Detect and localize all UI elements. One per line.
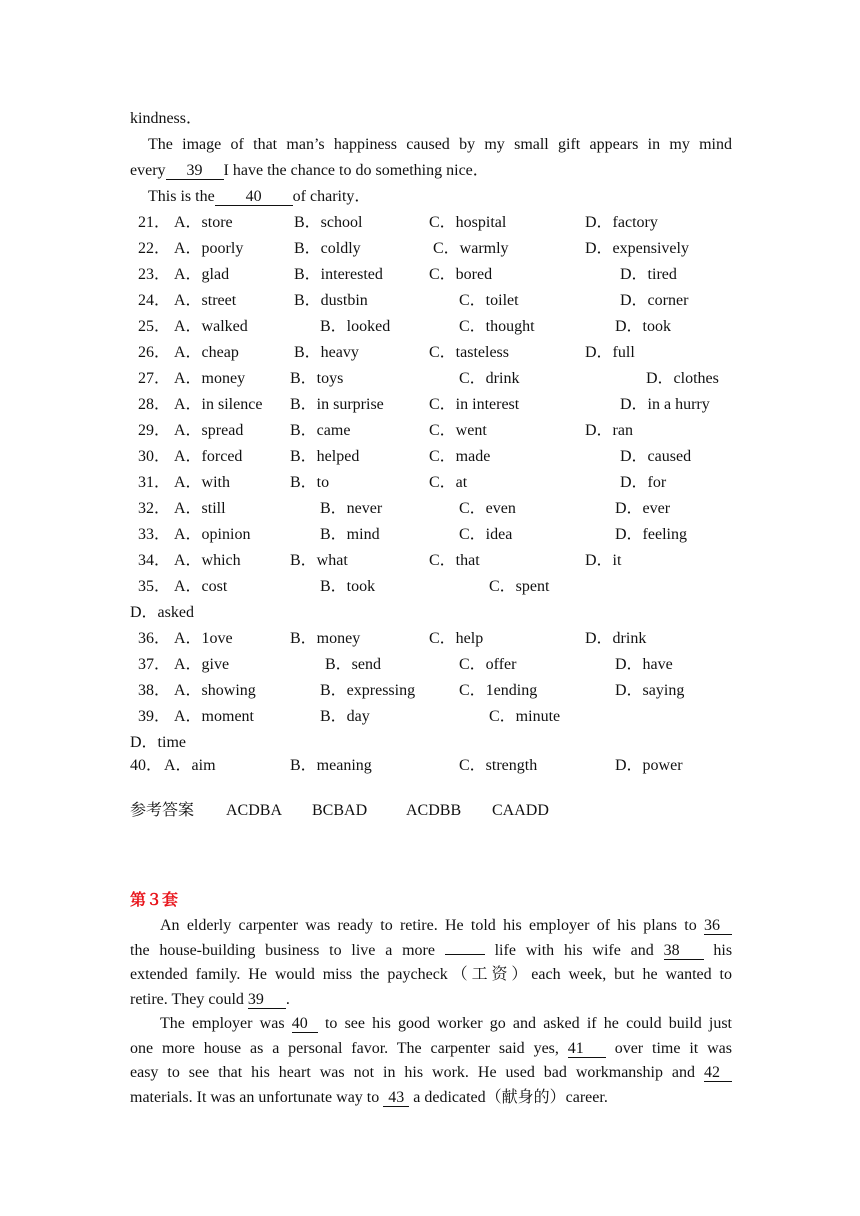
option-a: A．walked <box>174 318 248 335</box>
option-c: C．tasteless <box>429 344 509 361</box>
option-a: A．poorly <box>174 240 244 257</box>
option-b: B．meaning <box>290 757 372 774</box>
option-c: C．hospital <box>429 214 507 231</box>
option-a: A．glad <box>174 266 230 283</box>
option-b: B．in surprise <box>290 396 384 413</box>
question-number: 24． <box>138 292 171 309</box>
passage-text: to see his good worker go and asked if he could build just <box>324 1015 732 1032</box>
question-number: 38． <box>138 682 171 699</box>
option-b: B．dustbin <box>294 292 368 309</box>
blank-39: 39 <box>166 163 224 180</box>
option-c: C．toilet <box>459 292 519 309</box>
option-a: A．opinion <box>174 526 251 543</box>
option-b: B．came <box>290 422 351 439</box>
question-number: 33． <box>138 526 171 543</box>
question-number: 28． <box>138 396 171 413</box>
option-b: B．heavy <box>294 344 359 361</box>
option-a: A．showing <box>174 682 256 699</box>
option-d: D．for <box>620 474 667 491</box>
question-number: 36． <box>138 630 171 647</box>
option-a: A．which <box>174 552 241 569</box>
option-c: C．made <box>429 448 491 465</box>
option-a: A．forced <box>174 448 243 465</box>
option-a: A．1ove <box>174 630 233 647</box>
passage-line <box>160 916 732 936</box>
option-c: C．that <box>429 552 480 569</box>
option-c: C．spent <box>489 578 550 595</box>
option-b: B．interested <box>294 266 383 283</box>
blank-41: 41 <box>568 1041 606 1058</box>
option-a: A．cheap <box>174 344 239 361</box>
option-c: C．strength <box>459 757 538 774</box>
passage-text: This is the <box>148 188 215 205</box>
option-b: B．to <box>290 474 330 491</box>
passage-text: easy to see that his heart was not in his work. He used bad workmanship and <box>130 1064 696 1081</box>
blank-43: 43 <box>383 1090 409 1107</box>
passage-text: a dedicated（献身的）career. <box>413 1089 608 1106</box>
question-number: 32． <box>138 500 171 517</box>
option-d: D．feeling <box>615 526 687 543</box>
option-d: D．in a hurry <box>620 396 710 413</box>
passage-text: An elderly carpenter was ready to retire. He told his employer of his plans to <box>160 917 697 934</box>
option-b: B．money <box>290 630 361 647</box>
blank-40: 40 <box>292 1016 318 1033</box>
question-number: 30． <box>138 448 171 465</box>
option-c: C．thought <box>459 318 535 335</box>
passage-text: every <box>130 162 166 179</box>
answer-group: CAADD <box>492 802 549 819</box>
option-d: D．full <box>585 344 635 361</box>
option-c: C．help <box>429 630 484 647</box>
option-b: B．took <box>320 578 376 595</box>
answer-group: ACDBA <box>226 802 283 819</box>
option-d: D．saying <box>615 682 685 699</box>
option-b: B．helped <box>290 448 360 465</box>
option-d: D．clothes <box>646 370 719 387</box>
option-d: D．time <box>130 734 186 751</box>
passage-line <box>160 1014 732 1034</box>
option-c: C．drink <box>459 370 520 387</box>
passage-line: extended family. He would miss the paycheck（工资）each week, but he wanted to <box>130 966 732 983</box>
passage-line <box>130 1039 732 1059</box>
passage-text: materials. It was an unfortunate way to <box>130 1089 380 1106</box>
option-a: A．money <box>174 370 246 387</box>
option-d: D．ever <box>615 500 671 517</box>
question-number: 26． <box>138 344 171 361</box>
option-c: C．1ending <box>459 682 538 699</box>
option-a: A．in silence <box>174 396 263 413</box>
question-number: 40． <box>130 757 163 774</box>
option-b: B．expressing <box>320 682 416 699</box>
question-number: 35． <box>138 578 171 595</box>
option-c: C．bored <box>429 266 493 283</box>
blank-40: 40 <box>215 189 293 206</box>
question-number: 25． <box>138 318 171 335</box>
option-a: A．street <box>174 292 237 309</box>
blank-38: 38 <box>664 943 704 960</box>
question-number: 31． <box>138 474 171 491</box>
option-b: B．send <box>325 656 382 673</box>
question-number: 34． <box>138 552 171 569</box>
option-c: C．in interest <box>429 396 520 413</box>
option-c: C．warmly <box>433 240 509 257</box>
option-b: B．day <box>320 708 370 725</box>
answer-key-label: 参考答案 <box>130 802 195 819</box>
option-d: D．power <box>615 757 683 774</box>
option-b: B．what <box>290 552 348 569</box>
question-number: 29． <box>138 422 171 439</box>
option-b: B．coldly <box>294 240 361 257</box>
option-d: D．tired <box>620 266 677 283</box>
option-c: C．went <box>429 422 487 439</box>
option-b: B．never <box>320 500 383 517</box>
blank-42: 42 <box>704 1065 732 1082</box>
section-heading: 第３套 <box>130 892 179 909</box>
blank-39: 39 <box>248 992 286 1009</box>
option-d: D．corner <box>620 292 689 309</box>
option-a: A．give <box>174 656 230 673</box>
passage-line <box>130 941 732 961</box>
option-d: D．ran <box>585 422 633 439</box>
passage-text: retire. They could <box>130 991 244 1008</box>
blank-36: 36 <box>704 918 732 935</box>
option-a: A．with <box>174 474 231 491</box>
passage-line <box>148 187 750 207</box>
question-number: 22． <box>138 240 171 257</box>
passage-line: kindness． <box>130 110 203 127</box>
passage-text: life with his wife and <box>494 942 654 959</box>
option-d: D．caused <box>620 448 692 465</box>
option-d: D．factory <box>585 214 658 231</box>
passage-text: his <box>713 942 733 959</box>
answer-group: BCBAD <box>312 802 368 819</box>
option-d: D．expensively <box>585 240 689 257</box>
option-c: C．at <box>429 474 468 491</box>
option-d: D．it <box>585 552 622 569</box>
passage-text: . <box>285 991 290 1008</box>
option-d: D．have <box>615 656 673 673</box>
option-d: D．drink <box>585 630 647 647</box>
option-b: B．looked <box>320 318 391 335</box>
passage-line <box>130 161 732 181</box>
option-a: A．store <box>174 214 233 231</box>
option-a: A．aim <box>164 757 216 774</box>
passage-text: I have the chance to do something nice． <box>223 162 489 179</box>
passage-line <box>130 1063 732 1083</box>
option-c: C．minute <box>489 708 561 725</box>
option-a: A．still <box>174 500 226 517</box>
passage-line <box>130 990 732 1010</box>
passage-text: the house-building business to live a more <box>130 942 435 959</box>
passage-text: one more house as a personal favor. The carpenter said yes, <box>130 1040 559 1057</box>
option-d: D．took <box>615 318 672 335</box>
passage-line: The image of that man’s happiness caused by my small gift appears in my mind <box>148 136 732 153</box>
question-number: 23． <box>138 266 171 283</box>
passage-line <box>130 1088 732 1108</box>
answer-group: ACDBB <box>406 802 462 819</box>
option-c: C．offer <box>459 656 517 673</box>
question-number: 39． <box>138 708 171 725</box>
option-b: B．toys <box>290 370 344 387</box>
blank-37 <box>445 954 485 955</box>
option-d: D．asked <box>130 604 194 621</box>
option-a: A．moment <box>174 708 254 725</box>
passage-text: The employer was <box>160 1015 285 1032</box>
question-number: 37． <box>138 656 171 673</box>
question-number: 27． <box>138 370 171 387</box>
option-b: B．school <box>294 214 363 231</box>
option-a: A．cost <box>174 578 228 595</box>
option-c: C．idea <box>459 526 513 543</box>
passage-text: of charity． <box>292 188 371 205</box>
option-c: C．even <box>459 500 516 517</box>
question-number: 21． <box>138 214 171 231</box>
option-a: A．spread <box>174 422 244 439</box>
passage-text: over time it was <box>614 1040 732 1057</box>
option-b: B．mind <box>320 526 380 543</box>
